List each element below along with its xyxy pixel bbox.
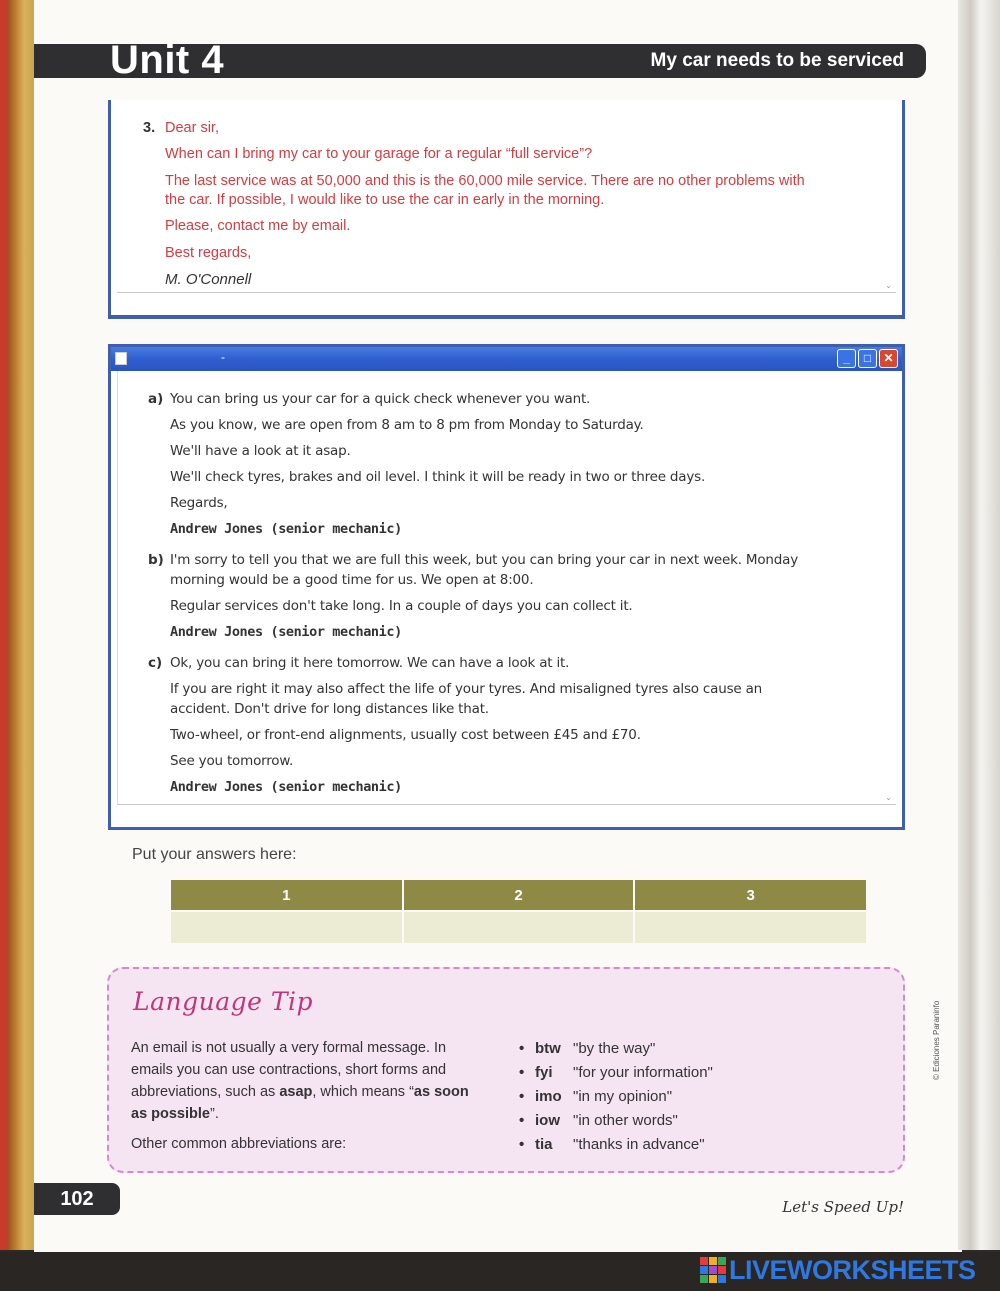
tip-text-part: An email is not usually a very formal message. In emails you can use contractions, short forms and abbreviations, such as (131, 1040, 447, 1100)
reply-c-line: See you tomorrow. (170, 753, 294, 769)
abbreviation-item (519, 1109, 713, 1133)
language-tip-text (131, 1037, 481, 1163)
abbreviation-item (519, 1037, 713, 1061)
reply-a-line: You can bring us your car for a quick check whenever you want. (170, 391, 591, 407)
reply-a-line: We'll check tyres, brakes and oil level. I think it will be ready in two or three days. (170, 469, 706, 485)
customer-email-body (117, 100, 896, 293)
window-app-icon (115, 352, 127, 365)
reply-a-line: As you know, we are open from 8 am to 8 pm from Monday to Saturday. (170, 417, 644, 433)
reply-c-line: accident. Don't drive for long distances like that. (170, 701, 489, 717)
tip-bold-term: as soon as possible (131, 1084, 469, 1122)
liveworksheets-watermark (700, 1256, 976, 1284)
abbreviation-item (519, 1085, 713, 1109)
email-number: 3. (143, 120, 156, 136)
watermark-text: LIVEWORKSHEETS (729, 1254, 976, 1285)
reply-a-line: We'll have a look at it asap. (170, 443, 351, 459)
abbreviation: fyi (535, 1064, 553, 1081)
email-closing: Best regards, (165, 245, 252, 261)
replies-body (117, 371, 896, 805)
customer-email-window (108, 100, 905, 319)
window-title: - (221, 350, 225, 364)
abbreviation-item (519, 1061, 713, 1085)
bullet-icon: • (519, 1064, 525, 1081)
bullet-icon: • (519, 1040, 525, 1057)
answers-column-header: 3 (634, 880, 866, 911)
tip-bold-term: asap (279, 1084, 313, 1100)
reply-b-signature: Andrew Jones (senior mechanic) (170, 624, 402, 640)
language-tip-title: Language Tip (133, 987, 314, 1016)
abbreviation-meaning: "for your information" (573, 1064, 713, 1081)
scroll-down-icon[interactable]: ⌄ (885, 281, 892, 290)
mechanic-replies-window (108, 344, 905, 830)
abbreviation: imo (535, 1088, 562, 1105)
answer-input-3[interactable] (634, 911, 866, 943)
answers-header-row (171, 880, 866, 911)
reply-b-label: b) (148, 552, 164, 568)
email-line: When can I bring my car to your garage for a regular “full service”? (165, 146, 593, 162)
reply-b-line: morning would be a good time for us. We open at 8:00. (170, 572, 534, 588)
minimize-icon[interactable]: _ (837, 349, 856, 368)
abbreviation-meaning: "by the way" (573, 1040, 656, 1057)
answer-input-1[interactable] (171, 911, 403, 943)
book-title: Let's Speed Up! (782, 1198, 904, 1216)
tip-text-part: , which means “ (312, 1084, 414, 1100)
reply-c-line: Two-wheel, or front-end alignments, usually cost between £45 and £70. (170, 727, 641, 743)
abbreviation-meaning: "in other words" (573, 1112, 678, 1129)
abbreviation: iow (535, 1112, 560, 1129)
page-number: 102 (34, 1183, 120, 1215)
abbreviation-meaning: "thanks in advance" (573, 1136, 705, 1153)
reply-c-signature: Andrew Jones (senior mechanic) (170, 779, 402, 795)
answers-column-header: 2 (403, 880, 635, 911)
reply-b-line: Regular services don't take long. In a couple of days you can collect it. (170, 598, 633, 614)
email-signature: M. O'Connell (165, 271, 252, 288)
bullet-icon: • (519, 1112, 525, 1129)
answers-input-row (171, 911, 866, 943)
abbreviation: btw (535, 1040, 561, 1057)
liveworksheets-logo-icon (700, 1257, 726, 1283)
abbreviation-meaning: "in my opinion" (573, 1088, 673, 1105)
email-greeting: Dear sir, (165, 120, 219, 136)
page-right-edge (958, 0, 1000, 1250)
reply-c-line: If you are right it may also affect the life of your tyres. And misaligned tyres also cause an (170, 681, 763, 697)
tip-text-part: ”. (209, 1106, 219, 1122)
language-tip-box (107, 967, 905, 1173)
publisher-credit: © Ediciones Paraninfo (932, 1000, 941, 1080)
email-line: the car. If possible, I would like to use the car in early in the morning. (165, 192, 605, 208)
reply-a-signature: Andrew Jones (senior mechanic) (170, 521, 402, 537)
answer-input-2[interactable] (403, 911, 635, 943)
email-line: The last service was at 50,000 and this is the 60,000 mile service. There are no other problems with (165, 173, 805, 189)
answers-label: Put your answers here: (132, 846, 297, 863)
unit-subtitle: My car needs to be serviced (650, 50, 904, 71)
abbreviation: tia (535, 1136, 553, 1153)
unit-title: Unit 4 (110, 38, 225, 82)
abbreviation-list (519, 1037, 713, 1157)
bullet-icon: • (519, 1136, 525, 1153)
reply-a-line: Regards, (170, 495, 228, 511)
close-icon[interactable]: ✕ (879, 349, 898, 368)
bullet-icon: • (519, 1088, 525, 1105)
email-line: Please, contact me by email. (165, 218, 351, 234)
reply-c-line: Ok, you can bring it here tomorrow. We can have a look at it. (170, 655, 570, 671)
answers-table (171, 880, 866, 943)
maximize-icon[interactable]: □ (858, 349, 877, 368)
answers-column-header: 1 (171, 880, 403, 911)
window-titlebar (111, 347, 902, 371)
scroll-down-icon[interactable]: ⌄ (885, 793, 892, 802)
reply-b-line: I'm sorry to tell you that we are full this week, but you can bring your car in next week. Monday (170, 552, 799, 568)
tip-paragraph-2: Other common abbreviations are: (131, 1136, 347, 1152)
reply-c-label: c) (148, 655, 163, 671)
tip-paragraph (131, 1037, 481, 1125)
book-spine-edge (0, 0, 8, 1250)
reply-a-label: a) (148, 391, 164, 407)
abbreviation-item (519, 1133, 713, 1157)
